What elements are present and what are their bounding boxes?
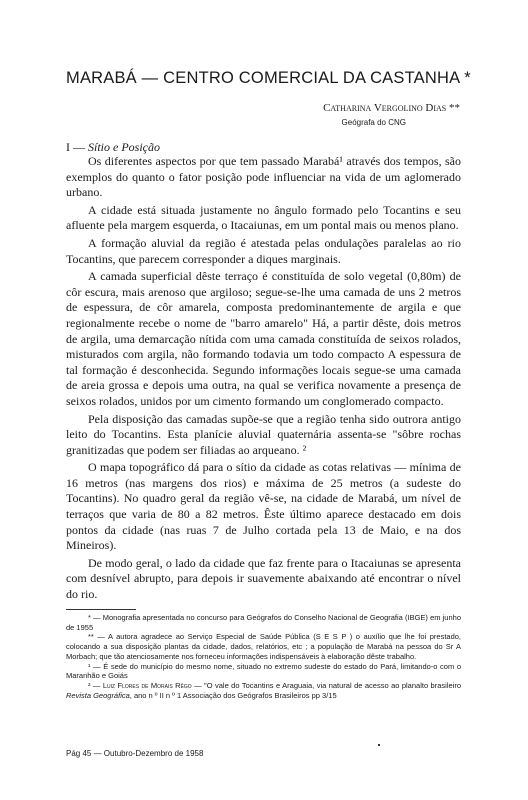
footnote-text: — "O vale do Tocantins e Araguaia, via natural de acesso ao planalto brasileiro (191, 680, 461, 690)
footnote-number: ² — (88, 680, 103, 690)
section-title: Sítio e Posição (88, 140, 160, 154)
author-footnote-mark: ** (449, 102, 460, 114)
section-number: I — (66, 140, 85, 154)
article-title-text: MARABÁ — CENTRO COMERCIAL DA CASTANHA (66, 69, 460, 87)
footnote-divider (66, 609, 136, 610)
author-role: Geógrafa do CNG (341, 118, 406, 127)
article-title (66, 69, 476, 88)
footnote: ¹ — É sede do município do mesmo nome, situado no extremo sudeste do estado do Pará, limitando-o com o Maranhão e Goiás (66, 661, 461, 681)
paragraph: Pela disposição das camadas supõe-se que a região tenha sido outrora antigo leito do Tocantins. Esta planície aluvial quaternária assenta-se "sôbre rochas granitizadas que podem ser filiadas ao arqueano. ² (66, 411, 461, 457)
paragraph: Os diferentes aspectos por que tem passado Marabá¹ através dos tempos, são exemplos do quanto o fator posição pode influenciar na vida de um aglomerado urbano. (66, 154, 461, 200)
paragraph: O mapa topográfico dá para o sítio da cidade as cotas relativas — mínima de 16 metros (nas margens dos rios) e máxima de 25 metros (a sudeste do Tocantins). No quadro geral da região vê-se, na cidade de Marabá, um nível de terraços que varia de 80 a 82 metros. Êste último aparece destacado em dois pontos da cidade (nas ruas 7 de Julho cortada pela 13 de Maio, e na dos Mineiros). (66, 460, 461, 553)
footnote-author: Luiz Flores de Morais Rêgo (102, 680, 192, 690)
author-name: Catharina Vergolino Dias (323, 102, 447, 114)
paragraph: A formação aluvial da região é atestada pelas ondulações paralelas ao rio Tocantins, que parecem corresponder a diques marginais. (66, 235, 461, 266)
page-footer: Pág 45 — Outubro-Dezembro de 1958 (66, 749, 204, 758)
footnote (66, 681, 461, 700)
page-speck (378, 744, 380, 746)
footnote: ** — A autora agradece ao Serviço Especial de Saúde Pública (S E S P ) o auxílio que lhe foi prestado, colocando a sua disposição plantas da cidade, dados, relatórios, etc ; a população de Marabá na pessoa do Sr A Morbach; que tão atenciosamente nos forneceu informações indispensáveis à elaboração dêste trabalho. (66, 632, 461, 661)
paragraph: De modo geral, o lado da cidade que faz frente para o Itacaiunas se apresenta com desnível abrupto, para depois ir suavemente abaixando até encontrar o nível do rio. (66, 555, 461, 602)
footnote: * — Monografia apresentada no concurso para Geógrafos do Conselho Nacional de Geografia (IBGE) em junho de 1955 (66, 613, 461, 632)
body-text (66, 154, 461, 603)
section-heading (66, 140, 160, 155)
footnote-text-end: , ano n º II n º 1 Associação dos Geógrafos Brasileiros pp 3/15 (129, 690, 337, 700)
footnote-journal: Revista Geográfica (66, 690, 130, 700)
footnotes (66, 613, 461, 700)
paragraph: A cidade está situada justamente no ângulo formado pelo Tocantins e seu afluente pela margem esquerda, o Itacaiunas, em um pontal mais ou menos plano. (66, 202, 461, 233)
title-footnote-mark: * (464, 69, 471, 87)
paragraph: A camada superficial dêste terraço é constituída de solo vegetal (0,80m) de côr escura, mais arenoso que argiloso; segue-se-lhe uma camada de uns 2 metros de espessura, de côr amarela, composta predominantemente de argila e que regionalmente recebe o nome de "barro amarelo" Há, a partir dêste, dois metros de argila, uma demarcação nítida com uma camada constituída de seixos rolados, misturados com argila, não formando todavia um todo compacto A espessura de tal formação é desconhecida. Segundo informações locais segue-se uma camada de areia grossa e depois uma outra, na qual se verifica novamente a presença de seixos rolados, unidos por um cimento formando um conglomerado compacto. (66, 269, 461, 408)
author-line (260, 102, 460, 114)
